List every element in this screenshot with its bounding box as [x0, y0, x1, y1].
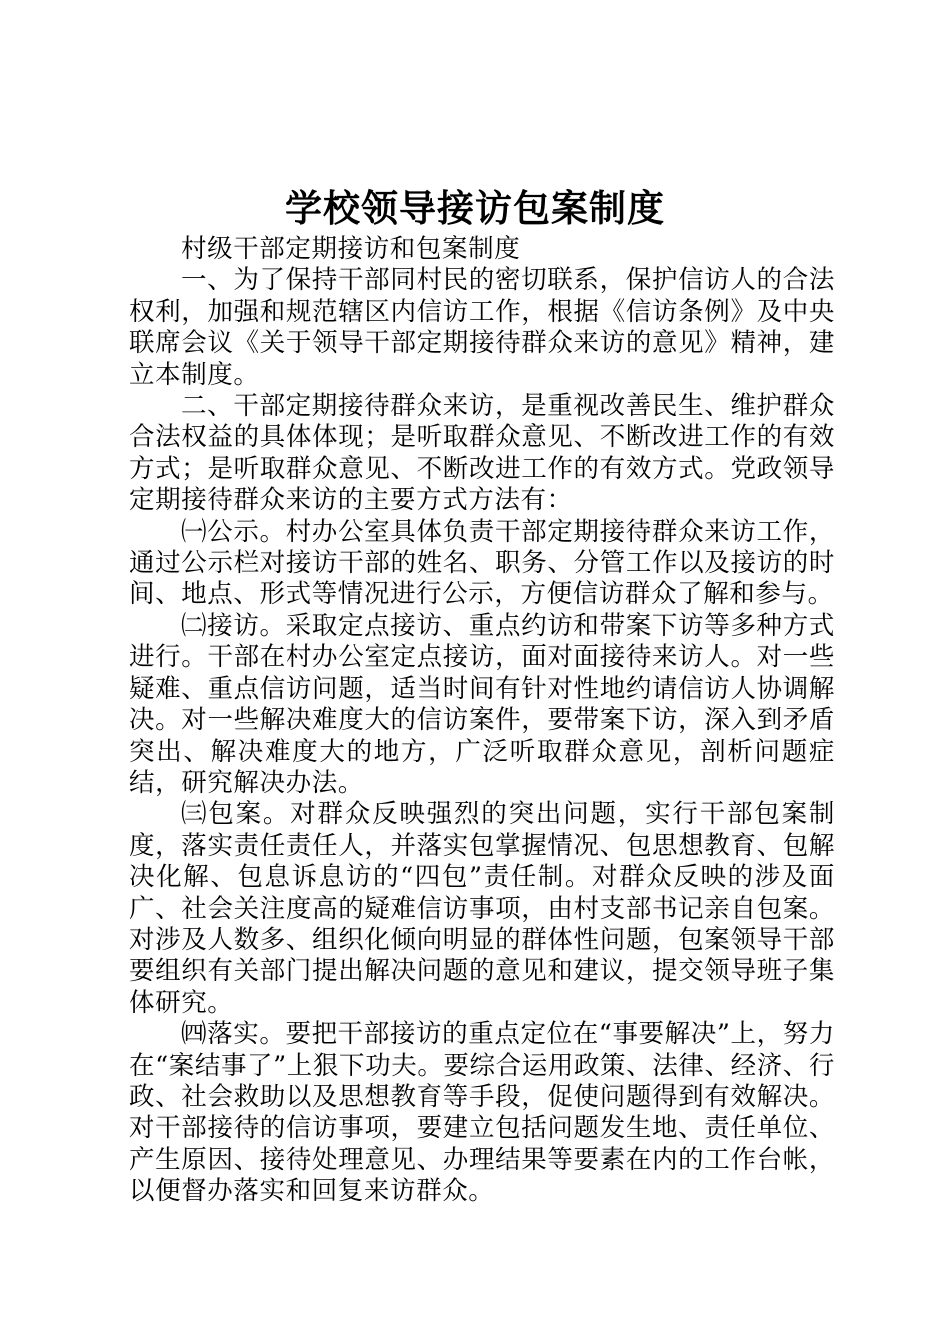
paragraph: ㈠公示。村办公室具体负责干部定期接待群众来访工作，通过公示栏对接访干部的姓名、职务、分管工作以及接访的时间、地点、形式等情况进行公示，方便信访群众了解和参与。 [129, 516, 835, 610]
paragraph: 二、干部定期接待群众来访，是重视改善民生、维护群众合法权益的具体体现；是听取群众意见、不断改进工作的有效方式；是听取群众意见、不断改进工作的有效方式。党政领导定期接待群众来访的主要方式方法有： [129, 391, 835, 516]
document-title: 学校领导接访包案制度 [285, 186, 665, 230]
document-subtitle: 村级干部定期接访和包案制度 [181, 234, 521, 264]
paragraph: ㈣落实。要把干部接访的重点定位在“事要解决”上，努力在“案结事了”上狠下功夫。要综合运用政策、法律、经济、行政、社会救助以及思想教育等手段，促使问题得到有效解决。对干部接待的信访事项，要建立包括问题发生地、责任单位、产生原因、接待处理意见、办理结果等要素在内的工作台帐，以便督办落实和回复来访群众。 [129, 1019, 835, 1207]
document-body [129, 234, 835, 1208]
paragraph: ㈡接访。采取定点接访、重点约访和带案下访等多种方式进行。干部在村办公室定点接访，面对面接待来访人。对一些疑难、重点信访问题，适当时间有针对性地约请信访人协调解决。对一些解决难度大的信访案件，要带案下访，深入到矛盾突出、解决难度大的地方，广泛听取群众意见，剖析问题症结，研究解决办法。 [129, 610, 835, 798]
paragraph: ㈢包案。对群众反映强烈的突出问题，实行干部包案制度，落实责任责任人，并落实包掌握情况、包思想教育、包解决化解、包息诉息访的“四包”责任制。对群众反映的涉及面广、社会关注度高的疑难信访事项，由村支部书记亲自包案。对涉及人数多、组织化倾向明显的群体性问题，包案领导干部要组织有关部门提出解决问题的意见和建议，提交领导班子集体研究。 [129, 799, 835, 1018]
paragraph: 一、为了保持干部同村民的密切联系，保护信访人的合法权利，加强和规范辖区内信访工作，根据《信访条例》及中央联席会议《关于领导干部定期接待群众来访的意见》精神，建立本制度。 [129, 265, 835, 390]
